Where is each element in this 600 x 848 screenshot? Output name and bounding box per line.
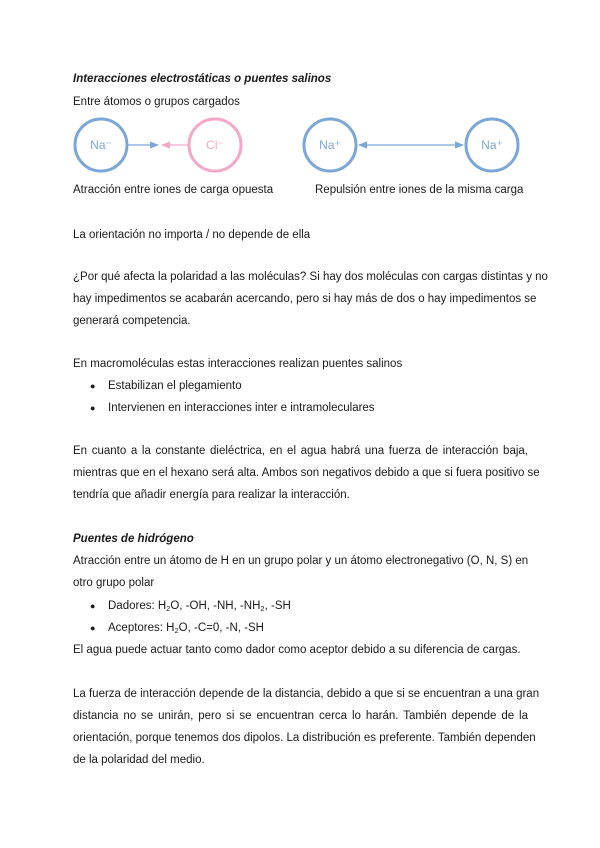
ion-label-na-right-2: Na⁺	[481, 138, 503, 152]
dielectric-line-3: tendría que añadir energía para realizar la interacción.	[73, 489, 350, 501]
distance-line-2: distancia no se unirán, pero si se encuentran cerca lo harán. También depende de la	[73, 710, 528, 722]
orientation-note: La orientación no importa / no depende de ella	[73, 229, 311, 241]
caption-attraction: Atracción entre iones de carga opuesta	[73, 184, 274, 196]
dielectric-line-1: En cuanto a la constante dieléctrica, en el agua habrá una fuerza de interacción baja,	[73, 445, 528, 457]
hbond-definition-line-1: Atracción entre un átomo de H en un grupo polar y un átomo electronegativo (O, N, S) en	[73, 555, 529, 567]
ion-label-na-right-1: Na⁺	[319, 138, 341, 152]
polarity-line-3: generará competencia.	[73, 315, 191, 327]
water-note: El agua puede actuar tanto como dador como aceptor debido a su diferencia de cargas.	[73, 644, 521, 656]
dielectric-line-2: mientras que en el hexano será alta. Ambos son negativos debido a que si fuera positivo se	[73, 467, 540, 479]
bullet-item-folding: Estabilizan el plegamiento	[108, 380, 242, 392]
section-subtitle: Entre átomos o grupos cargados	[73, 96, 240, 108]
hbond-definition-line-2: otro grupo polar	[73, 577, 155, 589]
ion-label-na-left: Na⁻	[90, 138, 112, 152]
macromolecules-intro: En macromoléculas estas interacciones realizan puentes salinos	[73, 358, 403, 370]
bullet-icon: ●	[90, 403, 96, 413]
distance-line-4: de la polaridad del medio.	[73, 754, 205, 766]
section-heading-electrostatic: Interacciones electrostáticas o puentes salinos	[73, 73, 332, 85]
bullet-icon: ●	[90, 601, 96, 611]
section-heading-hydrogen-bonds: Puentes de hidrógeno	[73, 533, 194, 545]
caption-repulsion: Repulsión entre iones de la misma carga	[315, 184, 524, 196]
polarity-line-2: hay impedimentos se acabarán acercando, pero si hay más de dos o hay impedimentos se	[73, 293, 537, 305]
distance-line-3: orientación, porque tenemos dos dipolos. La distribución es preferente. También dependen	[73, 732, 536, 744]
polarity-line-1: ¿Por qué afecta la polaridad a las moléculas? Si hay dos moléculas con cargas distintas y no	[73, 271, 548, 283]
distance-line-1: La fuerza de interacción depende de la distancia, debido a que si se encuentran a una gran	[73, 688, 540, 700]
bullet-item-interactions: Intervienen en interacciones inter e intramoleculares	[108, 402, 375, 414]
bullet-icon: ●	[90, 381, 96, 391]
bullet-item-donors: Dadores: $H_2O$, -OH, -NH, $-NH_2$, -SH	[108, 600, 291, 613]
bullet-item-acceptors: Aceptores: $H_2O$, -C=0, -N, -SH	[108, 622, 264, 635]
ion-label-cl: Cl⁻	[206, 138, 224, 152]
ion-diagram	[0, 106, 600, 186]
bullet-icon: ●	[90, 623, 96, 633]
